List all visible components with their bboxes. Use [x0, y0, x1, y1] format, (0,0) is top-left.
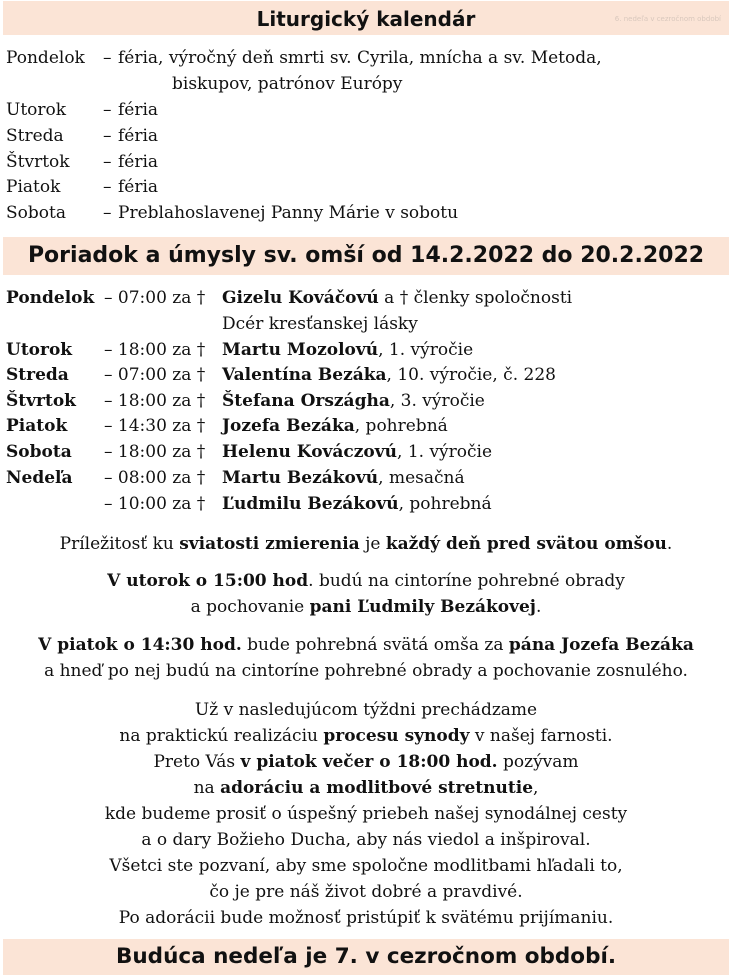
mass-intention-name: Valentína Bezáka [222, 365, 387, 385]
mass-intention-name: Martu Mozolovú [222, 340, 379, 360]
friday-notice-line2: a hneď po nej budú na cintoríne pohrebné obrady a pochovanie zosnulého. [44, 661, 688, 681]
calendar-text: féria [118, 126, 159, 146]
calendar-dash: – [103, 152, 112, 172]
friday-notice-line1: V piatok o 14:30 hod. bude pohrebná svätá omša za pána Jozefa Bezáka [38, 635, 694, 655]
synod-line: na adoráciu a modlitbové stretnutie, [193, 778, 539, 798]
mass-intention-detail: , 3. výročie [389, 391, 485, 411]
tuesday-notice-line2: a pochovanie pani Ľudmily Bezákovej. [190, 597, 542, 617]
mass-time: – 14:30 za † [104, 416, 206, 436]
mass-intention-detail: , pohrebná [398, 494, 492, 514]
calendar-day: Piatok [6, 177, 61, 197]
tuesday-notice-line1: V utorok o 15:00 hod. budú na cintoríne pohrebné obrady [107, 571, 625, 591]
mass-day: Streda [6, 365, 69, 385]
synod-line: Po adorácii bude možnosť pristúpiť k svätému prijímaniu. [118, 908, 614, 928]
liturgical-calendar-header [3, 1, 729, 35]
confession-notice: Príležitosť ku sviatosti zmierenia je každý deň pred svätou omšou. [59, 534, 673, 554]
synod-line: kde budeme prosiť o úspešný priebeh našej synodálnej cesty [104, 804, 628, 824]
synod-line: Preto Vás v piatok večer o 18:00 hod. pozývam [153, 752, 579, 772]
synod-line: čo je pre náš život dobré a pravdivé. [209, 882, 523, 902]
calendar-text: féria, výročný deň smrti sv. Cyrila, mnícha a sv. Metoda, [118, 48, 602, 68]
calendar-day: Utorok [6, 100, 67, 120]
watermark-text: 6. nedeľa v cezročnom období [614, 15, 721, 23]
mass-time: – 10:00 za † [104, 494, 206, 514]
mass-day: Nedeľa [6, 468, 73, 488]
mass-day: Pondelok [6, 288, 95, 308]
mass-intention-name: Štefana Országha [222, 391, 390, 411]
calendar-dash: – [103, 203, 112, 223]
mass-intention-detail: a † členky spoločnosti [378, 288, 573, 308]
mass-intention-detail: , mesačná [378, 468, 465, 488]
mass-day: Sobota [6, 442, 72, 462]
next-sunday-footer [3, 939, 729, 975]
calendar-dash: – [103, 177, 112, 197]
mass-time: – 08:00 za † [104, 468, 206, 488]
calendar-text: féria [118, 152, 159, 172]
synod-line: na praktickú realizáciu procesu synody v našej farnosti. [119, 726, 613, 746]
calendar-dash: – [103, 126, 112, 146]
calendar-day: Streda [6, 126, 64, 146]
calendar-text: féria [118, 177, 159, 197]
synod-line: Všetci ste pozvaní, aby sme spoločne modlitbami hľadali to, [109, 856, 623, 876]
mass-intention-name: Gizelu Kováčovú [222, 288, 379, 308]
calendar-day: Štvrtok [6, 152, 70, 172]
synod-line: Už v nasledujúcom týždni prechádzame [194, 700, 538, 720]
calendar-continuation: biskupov, patrónov Európy [172, 74, 403, 94]
mass-time: – 07:00 za † [104, 365, 206, 385]
mass-continuation: Dcér kresťanskej lásky [222, 314, 418, 334]
calendar-text: féria [118, 100, 159, 120]
calendar-text: Preblahoslavenej Panny Márie v sobotu [118, 203, 459, 223]
mass-day: Štvrtok [6, 391, 76, 411]
mass-intention-name: Ľudmilu Bezákovú [222, 494, 399, 514]
mass-intention-detail: , 1. výročie [397, 442, 493, 462]
mass-time: – 18:00 za † [104, 391, 206, 411]
mass-time: – 18:00 za † [104, 340, 206, 360]
mass-schedule-title: Poriadok a úmysly sv. omší od 14.2.2022 do 20.2.2022 [27, 243, 705, 268]
calendar-dash: – [103, 48, 112, 68]
mass-intention-name: Helenu Kováczovú [222, 442, 398, 462]
mass-day: Piatok [6, 416, 68, 436]
mass-intention-name: Jozefa Bezáka [222, 416, 355, 436]
mass-time: – 18:00 za † [104, 442, 206, 462]
calendar-day: Sobota [6, 203, 66, 223]
next-sunday-title: Budúca nedeľa je 7. v cezročnom období. [115, 944, 616, 969]
calendar-day: Pondelok [6, 48, 85, 68]
mass-schedule-header [3, 237, 729, 275]
mass-day: Utorok [6, 340, 73, 360]
mass-intention-detail: , 10. výročie, č. 228 [386, 365, 556, 385]
liturgical-calendar-title: Liturgický kalendár [256, 7, 476, 31]
mass-intention-name: Martu Bezákovú [222, 468, 379, 488]
calendar-dash: – [103, 100, 112, 120]
mass-intention-detail: , 1. výročie [378, 340, 474, 360]
synod-line: a o dary Božieho Ducha, aby nás viedol a inšpiroval. [141, 830, 591, 850]
mass-intention-detail: , pohrebná [354, 416, 448, 436]
mass-time: – 07:00 za † [104, 288, 206, 308]
